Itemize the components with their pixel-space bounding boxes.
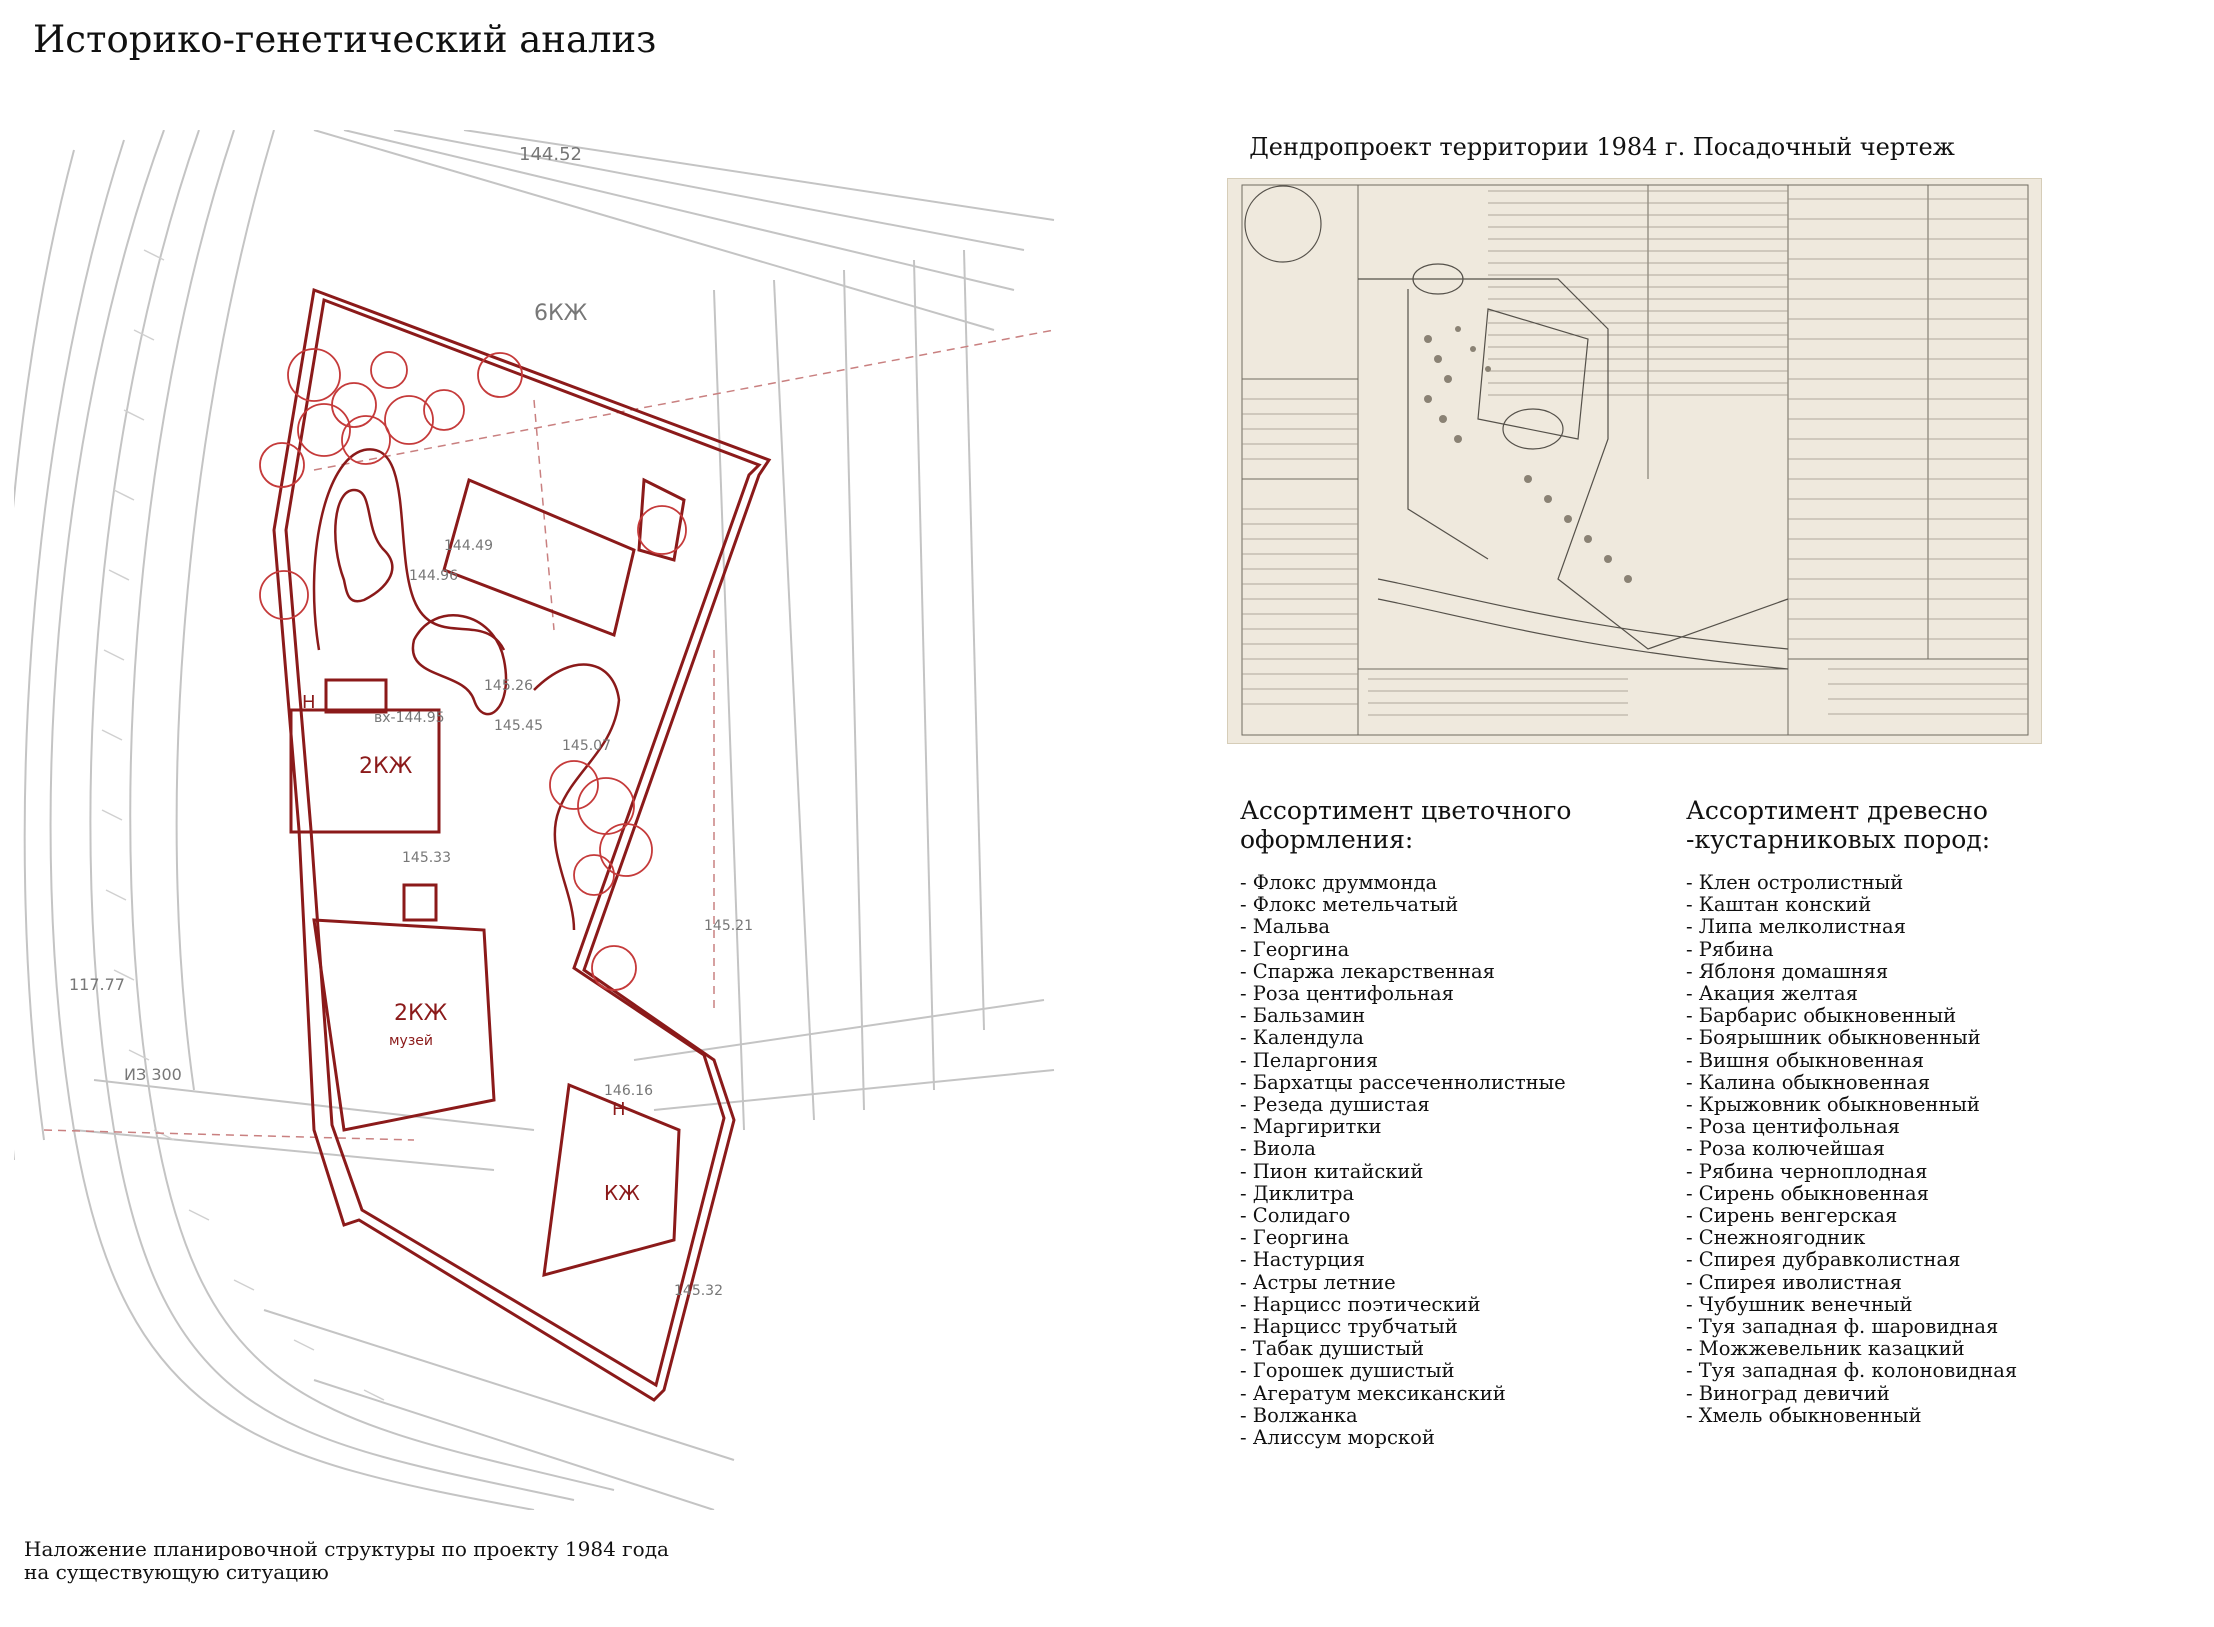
drawing-title: Дендропроект территории 1984 г. Посадочный чертеж bbox=[1249, 133, 1955, 161]
list-item: - Снежноягодник bbox=[1686, 1226, 1866, 1250]
label-elev-9: 144.52 bbox=[519, 144, 582, 165]
list-item: - Мальва bbox=[1240, 915, 1330, 939]
label-2kzh-a: 2КЖ bbox=[359, 754, 413, 779]
list-item: - Рябина черноплодная bbox=[1686, 1159, 1928, 1183]
list-item: - Калина обыкновенная bbox=[1686, 1070, 1931, 1094]
list-item: - Астры летние bbox=[1240, 1270, 1396, 1294]
label-kzh-c: КЖ bbox=[604, 1181, 640, 1205]
flower-heading-line-1: Ассортимент цветочного bbox=[1240, 796, 1572, 825]
list-item: - Клен остролистный bbox=[1686, 871, 1904, 894]
reference-lines bbox=[44, 330, 1054, 1140]
plan-caption-line-2: на существующую ситуацию bbox=[24, 1560, 329, 1584]
list-item: - Резеда душистая bbox=[1240, 1093, 1430, 1117]
label-elev-1: вх-144.95 bbox=[374, 710, 445, 726]
planting-drawing-scan bbox=[1227, 178, 2042, 744]
list-item: - Горошек душистый bbox=[1240, 1359, 1455, 1383]
page-title: Историко-генетический анализ bbox=[33, 18, 657, 61]
list-item: - Маргиритки bbox=[1240, 1115, 1382, 1139]
list-item: - Пеларгония bbox=[1240, 1048, 1379, 1072]
flower-assortment-heading bbox=[1240, 796, 1571, 854]
list-item: - Табак душистый bbox=[1240, 1337, 1425, 1361]
list-item: - Нарцисс трубчатый bbox=[1240, 1315, 1458, 1339]
list-item: - Солидаго bbox=[1240, 1204, 1351, 1228]
list-item: - Можжевельник казацкий bbox=[1686, 1337, 1965, 1361]
plan-caption bbox=[24, 1538, 704, 1584]
list-item: - Барбарис обыкновенный bbox=[1686, 1004, 1957, 1028]
list-item: - Спирея дубравколистная bbox=[1686, 1248, 1961, 1272]
list-item: - Флокс метельчатый bbox=[1240, 893, 1459, 917]
label-elev-3: 146.16 bbox=[604, 1083, 653, 1099]
label-elev-4: 145.07 bbox=[562, 738, 611, 754]
flower-assortment bbox=[1240, 796, 1571, 1449]
tree-assortment-heading bbox=[1686, 796, 2017, 854]
label-elev-12: ИЗ 300 bbox=[124, 1065, 182, 1084]
list-item: - Волжанка bbox=[1240, 1403, 1358, 1427]
label-elev-10: 145.32 bbox=[674, 1283, 723, 1299]
label-elev-7: 145.45 bbox=[494, 718, 543, 734]
list-item: - Сирень венгерская bbox=[1686, 1204, 1898, 1228]
garden-paths bbox=[314, 449, 619, 930]
garage-block bbox=[444, 480, 634, 635]
label-elev-5: 144.49 bbox=[444, 538, 493, 554]
list-item: - Спирея иволистная bbox=[1686, 1270, 1902, 1294]
label-h2: Н bbox=[612, 1099, 626, 1120]
building-porch bbox=[326, 680, 386, 712]
list-item: - Бальзамин bbox=[1240, 1004, 1366, 1028]
list-item: - Роза колючейшая bbox=[1686, 1137, 1885, 1161]
tree-heading-line-2: -кустарниковых пород: bbox=[1686, 825, 1991, 854]
building-porch-2 bbox=[404, 885, 436, 920]
list-item: - Яблоня домашняя bbox=[1686, 959, 1889, 983]
list-item: - Георгина bbox=[1240, 1226, 1350, 1250]
list-item: - Боярышник обыкновенный bbox=[1686, 1026, 1981, 1050]
list-item: - Хмель обыкновенный bbox=[1686, 1403, 1922, 1427]
drawing-planting-dots bbox=[1424, 326, 1632, 583]
tree-heading-line-1: Ассортимент древесно bbox=[1686, 796, 1988, 825]
list-item: - Туя западная ф. колоновидная bbox=[1686, 1359, 2018, 1383]
list-item: - Диклитра bbox=[1240, 1181, 1355, 1205]
list-item: - Акация желтая bbox=[1686, 982, 1858, 1006]
label-elev-13: 117.77 bbox=[69, 975, 125, 994]
list-item: - Флокс друммонда bbox=[1240, 871, 1438, 894]
list-item: - Каштан конский bbox=[1686, 893, 1872, 917]
list-item: - Настурция bbox=[1240, 1248, 1365, 1272]
flower-heading-line-2: оформления: bbox=[1240, 825, 1414, 854]
drawing-table-lines bbox=[1242, 191, 2028, 715]
label-museum: музей bbox=[389, 1033, 434, 1049]
list-item: - Алиссум морской bbox=[1240, 1426, 1435, 1450]
list-item: - Бархатцы рассеченнолистные bbox=[1240, 1070, 1566, 1094]
plan-labels bbox=[69, 144, 753, 1299]
list-item: - Нарцисс поэтический bbox=[1240, 1292, 1481, 1316]
label-2kzh-b: 2КЖ bbox=[394, 1001, 448, 1026]
list-item: - Туя западная ф. шаровидная bbox=[1686, 1315, 1999, 1339]
drawing-frame bbox=[1242, 185, 2028, 735]
label-elev-8: 145.26 bbox=[484, 678, 533, 694]
tree-shrub-assortment bbox=[1686, 796, 2017, 1427]
list-item: - Крыжовник обыкновенный bbox=[1686, 1093, 1980, 1117]
list-item: - Виноград девичий bbox=[1686, 1381, 1890, 1405]
site-plan-svg bbox=[14, 130, 1084, 1510]
list-item: - Чубушник венечный bbox=[1686, 1292, 1913, 1316]
plan-caption-line-1: Наложение планировочной структуры по проекту 1984 года bbox=[24, 1537, 669, 1561]
list-item: - Сирень обыкновенная bbox=[1686, 1181, 1929, 1205]
flower-list bbox=[1240, 872, 1571, 1449]
list-item: - Агератум мексиканский bbox=[1240, 1381, 1506, 1405]
list-item: - Липа мелколистная bbox=[1686, 915, 1906, 939]
list-item: - Георгина bbox=[1240, 937, 1350, 961]
list-item: - Пион китайский bbox=[1240, 1159, 1424, 1183]
list-item: - Вишня обыкновенная bbox=[1686, 1048, 1925, 1072]
list-item: - Роза центифольная bbox=[1240, 982, 1454, 1006]
tree-list bbox=[1686, 872, 2017, 1427]
site-plan-overlay bbox=[14, 130, 1084, 1510]
label-6kzh: 6КЖ bbox=[534, 301, 588, 326]
tree-symbols bbox=[260, 349, 686, 990]
list-item: - Спаржа лекарственная bbox=[1240, 959, 1495, 983]
label-elev-6: 144.96 bbox=[409, 568, 458, 584]
label-elev-2: 145.33 bbox=[402, 850, 451, 866]
list-item: - Рябина bbox=[1686, 937, 1774, 961]
list-item: - Календула bbox=[1240, 1026, 1364, 1050]
list-item: - Роза центифольная bbox=[1686, 1115, 1900, 1139]
label-h1: Н bbox=[302, 692, 316, 713]
label-elev-11: 145.21 bbox=[704, 918, 753, 934]
list-item: - Виола bbox=[1240, 1137, 1316, 1161]
drawing-site bbox=[1245, 186, 1788, 669]
planting-drawing-svg bbox=[1228, 179, 2041, 743]
survey-base bbox=[14, 130, 1054, 1510]
